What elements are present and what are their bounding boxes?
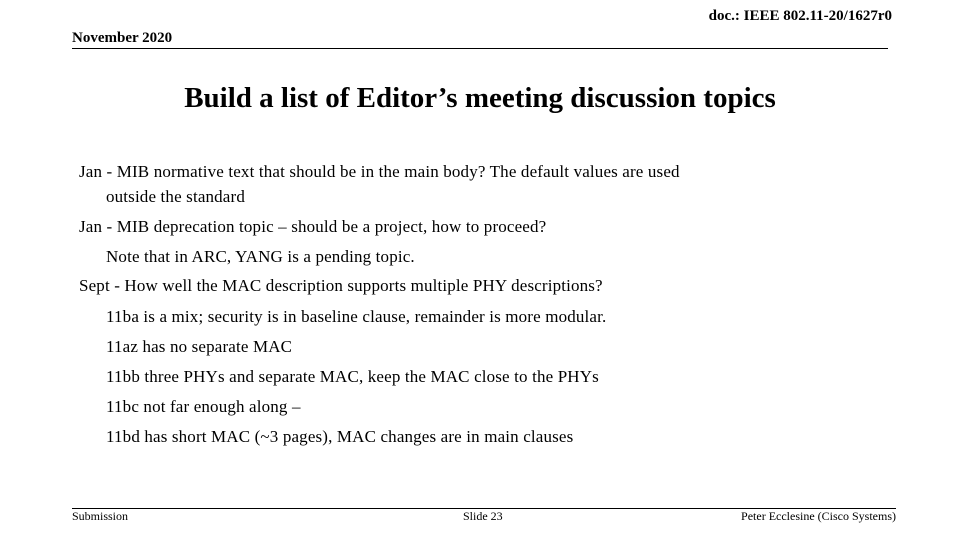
sub-topic-line: Note that in ARC, YANG is a pending topic. <box>106 247 415 266</box>
slide-number: Slide 23 <box>463 509 503 523</box>
topic-line-1-continued: outside the standard <box>106 187 245 206</box>
sub-topic-line: 11bb three PHYs and separate MAC, keep the MAC close to the PHYs <box>106 367 599 386</box>
header-date: November 2020 <box>72 30 173 46</box>
sub-topic-line: 11bd has short MAC (~3 pages), MAC changes are in main clauses <box>106 427 574 446</box>
slide-title: Build a list of Editor’s meeting discussion topics <box>184 82 776 114</box>
sub-topic-line: 11az has no separate MAC <box>106 337 293 356</box>
footer-author: Peter Ecclesine (Cisco Systems) <box>741 509 896 523</box>
document-id: doc.: IEEE 802.11-20/1627r0 <box>708 8 892 24</box>
topic-line-1: Jan - MIB normative text that should be in the main body? The default values are used <box>79 162 680 181</box>
topic-line-3: Sept - How well the MAC description supports multiple PHY descriptions? <box>79 276 603 295</box>
sub-topic-line: 11ba is a mix; security is in baseline clause, remainder is more modular. <box>106 307 607 326</box>
footer-submission: Submission <box>72 509 129 523</box>
header-divider <box>72 48 888 49</box>
sub-topic-line: 11bc not far enough along – <box>106 397 301 416</box>
topic-line-2: Jan - MIB deprecation topic – should be a project, how to proceed? <box>79 217 547 236</box>
